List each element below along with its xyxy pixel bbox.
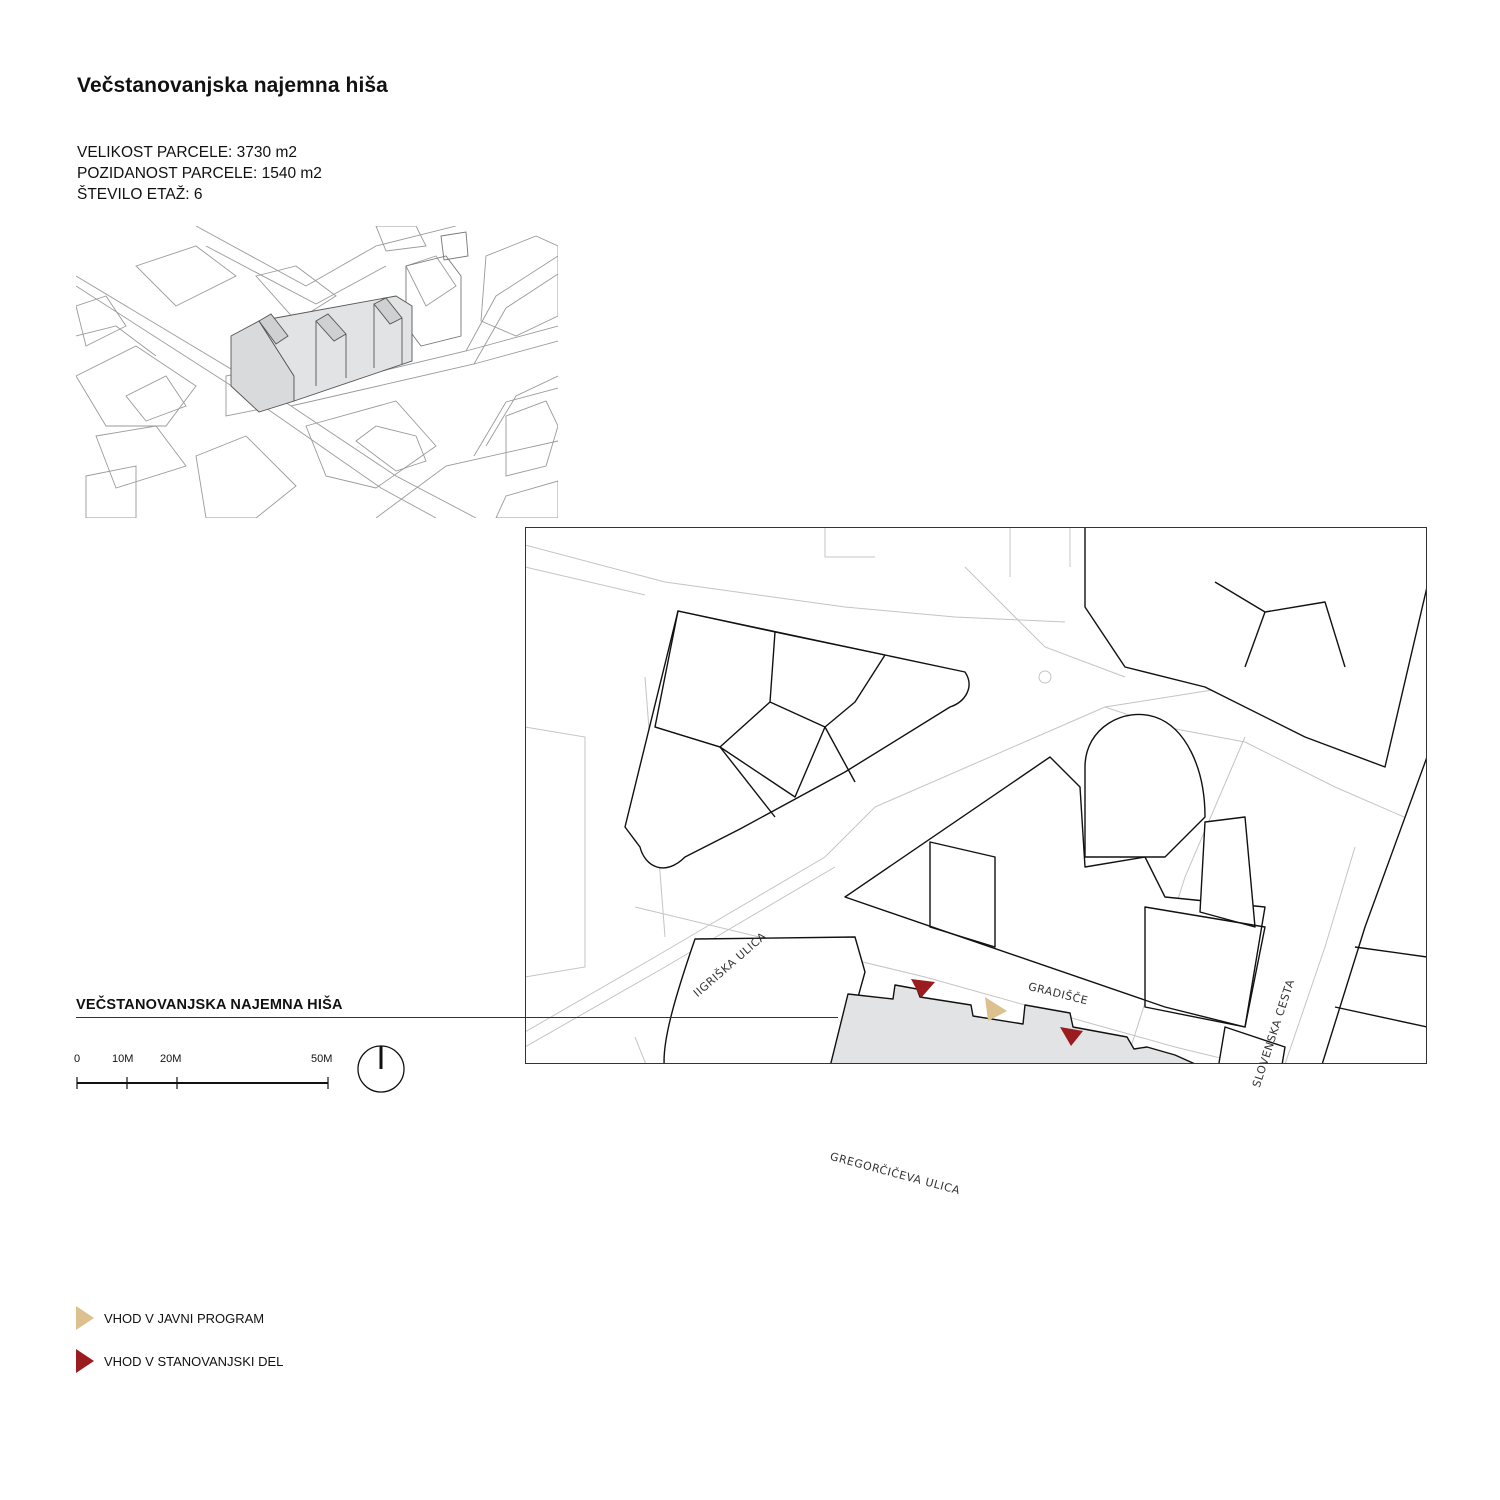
scale-label-20: 20M [160,1053,182,1065]
floor-count-stat: ŠTEVILO ETAŽ: 6 [77,186,203,203]
callout-leader-line [76,1017,838,1018]
building-callout-label: VEČSTANOVANJSKA NAJEMNA HIŠA [76,997,343,1013]
plot-size-stat: VELIKOST PARCELE: 3730 m2 [77,144,297,161]
triangle-icon [76,1349,94,1373]
scale-label-0: 0 [74,1053,81,1065]
street-label-slovenska: SLOVENSKA CESTA [1250,977,1298,1090]
page-title: Večstanovanjska najemna hiša [77,74,388,97]
scale-bar [70,1053,350,1093]
triangle-icon [76,1306,94,1330]
scale-label-10: 10M [112,1053,134,1065]
street-label-igriska: IIGRIŠKA ULICA [691,929,769,1000]
north-arrow-icon [356,1044,406,1094]
plot-coverage-stat: POZIDANOST PARCELE: 1540 m2 [77,165,322,182]
street-label-gradisce: GRADIŠČE [1026,980,1090,1008]
legend-label-residential: VHOD V STANOVANJSKI DEL [104,1353,284,1369]
legend-item-public [76,1306,264,1330]
legend-label-public: VHOD V JAVNI PROGRAM [104,1310,265,1326]
site-stats [77,142,322,205]
public-entrance-marker [985,997,1007,1021]
street-label-gregorciceva: GREGORČIČEVA ULICA [828,1150,962,1198]
scale-label-50: 50M [311,1053,333,1065]
axonometric-view [76,226,558,518]
legend-item-residential [76,1349,283,1373]
